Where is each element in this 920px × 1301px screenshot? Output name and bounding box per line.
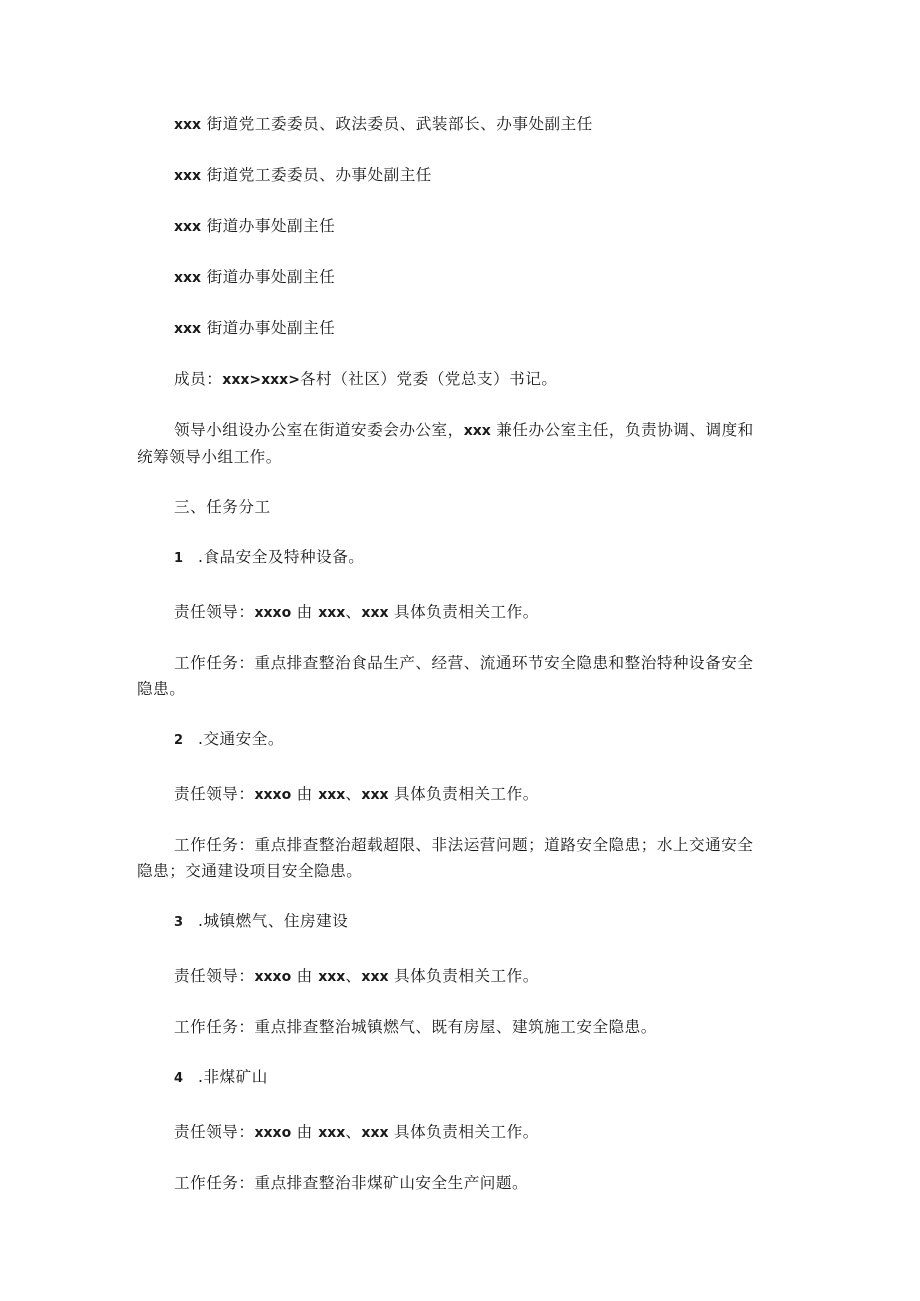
task-number: 2 xyxy=(174,733,184,748)
task-title: .交通安全。 xyxy=(198,730,284,748)
leader-name: xxxo xyxy=(254,787,292,803)
section-heading: 三、任务分工 xyxy=(174,498,271,516)
leader-name: xxx xyxy=(174,168,202,184)
task-title: .非煤矿山 xyxy=(198,1068,268,1086)
leader-line xyxy=(137,162,769,189)
office-director-name: xxx xyxy=(463,423,491,439)
leader-label: 责任领导： xyxy=(174,785,255,803)
leader-line xyxy=(137,315,769,342)
leader-sep: 、 xyxy=(345,967,362,985)
task-leader-line xyxy=(137,963,769,990)
members-line xyxy=(137,366,769,393)
assistant-name: xxx xyxy=(318,1125,346,1141)
task-work: 工作任务：重点排查整治食品生产、经营、流通环节安全隐患和整治特种设备安全隐患。 xyxy=(137,654,754,698)
task-heading xyxy=(137,1064,769,1092)
leader-title: 街道党工委委员、办事处副主任 xyxy=(206,166,432,184)
leader-name: xxxo xyxy=(254,605,292,621)
leader-sep: 、 xyxy=(345,603,362,621)
leader-tail: 具体负责相关工作。 xyxy=(388,603,539,621)
office-paragraph xyxy=(137,417,769,470)
task-number: 3 xyxy=(174,915,184,930)
task-leader-line xyxy=(137,599,769,626)
leader-tail: 具体负责相关工作。 xyxy=(388,785,539,803)
leader-label: 责任领导： xyxy=(174,1123,255,1141)
leader-sep: 、 xyxy=(345,785,362,803)
leader-name: xxx xyxy=(174,321,202,337)
assistant-name: xxx xyxy=(361,787,389,803)
task-title: .城镇燃气、住房建设 xyxy=(198,912,349,930)
leader-name: xxx xyxy=(174,270,202,286)
leader-mid: 由 xyxy=(291,603,319,621)
office-text-a: 领导小组设办公室在街道安委会办公室， xyxy=(174,421,464,439)
members-text: 各村（社区）党委（党总支）书记。 xyxy=(299,370,558,388)
leader-line xyxy=(137,111,769,138)
leader-title: 街道办事处副主任 xyxy=(206,268,336,286)
task-leader-line xyxy=(137,1119,769,1146)
leader-label: 责任领导： xyxy=(174,967,255,985)
task-work: 工作任务：重点排查整治城镇燃气、既有房屋、建筑施工安全隐患。 xyxy=(174,1018,657,1036)
assistant-name: xxx xyxy=(318,969,346,985)
leader-line xyxy=(137,264,769,291)
leader-line xyxy=(137,213,769,240)
assistant-name: xxx xyxy=(318,605,346,621)
task-title: .食品安全及特种设备。 xyxy=(198,548,365,566)
task-number: 4 xyxy=(174,1071,184,1086)
task-heading xyxy=(137,726,769,754)
leader-name: xxx xyxy=(174,117,202,133)
leader-sep: 、 xyxy=(345,1123,362,1141)
leader-title: 街道党工委委员、政法委员、武装部长、办事处副主任 xyxy=(206,115,593,133)
task-heading xyxy=(137,908,769,936)
assistant-name: xxx xyxy=(361,605,389,621)
assistant-name: xxx xyxy=(361,969,389,985)
leader-label: 责任领导： xyxy=(174,603,255,621)
leader-tail: 具体负责相关工作。 xyxy=(388,1123,539,1141)
task-work: 工作任务：重点排查整治超载超限、非法运营问题；道路安全隐患；水上交通安全隐患；交通建设项目安全隐患。 xyxy=(137,836,754,880)
leader-name: xxxo xyxy=(254,969,292,985)
assistant-name: xxx xyxy=(361,1125,389,1141)
leader-title: 街道办事处副主任 xyxy=(206,319,336,337)
task-work: 工作任务：重点排查整治非煤矿山安全生产问题。 xyxy=(174,1174,529,1192)
leader-name: xxxo xyxy=(254,1125,292,1141)
leader-mid: 由 xyxy=(291,967,319,985)
document-page xyxy=(137,111,769,1220)
members-names: xxx>xxx> xyxy=(222,372,300,388)
leader-name: xxx xyxy=(174,219,202,235)
leader-mid: 由 xyxy=(291,785,319,803)
members-label: 成员： xyxy=(174,370,223,388)
office-text-b: 兼任办公室主任，负责协调、调度和统筹领导小组工作。 xyxy=(137,421,754,466)
leader-tail: 具体负责相关工作。 xyxy=(388,967,539,985)
task-leader-line xyxy=(137,781,769,808)
task-number: 1 xyxy=(174,551,184,566)
task-heading xyxy=(137,544,769,572)
leader-mid: 由 xyxy=(291,1123,319,1141)
leader-title: 街道办事处副主任 xyxy=(206,217,336,235)
assistant-name: xxx xyxy=(318,787,346,803)
